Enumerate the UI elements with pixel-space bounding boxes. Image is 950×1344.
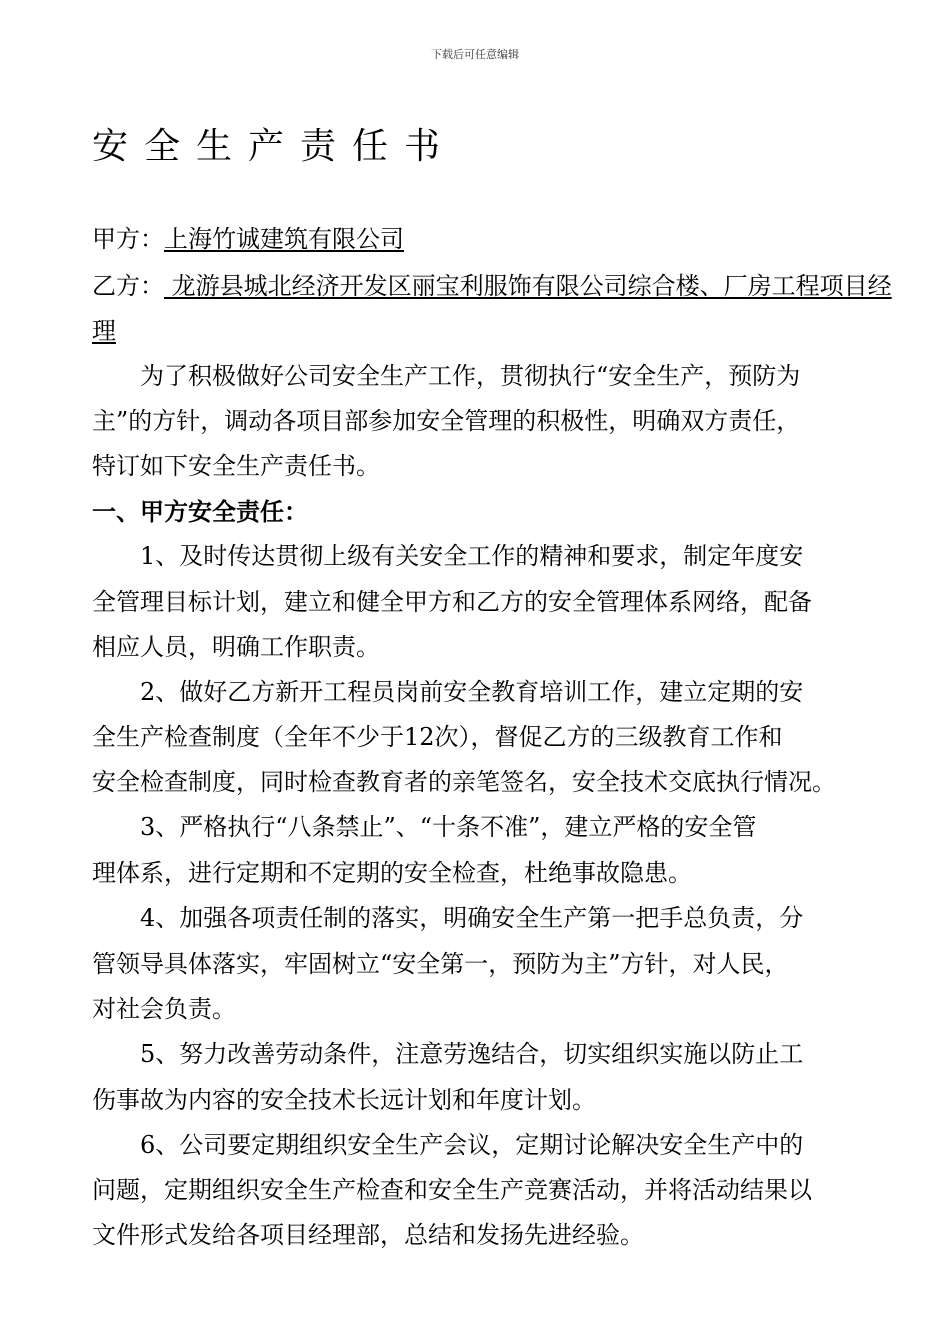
item-6-line: 问题，定期组织安全生产检查和安全生产竞赛活动，并将活动结果以 [92, 1176, 812, 1204]
item-4-line: 管领导具体落实，牢固树立“安全第一，预防为主”方针，对人民， [92, 950, 789, 978]
party-b-line-2 [92, 316, 116, 346]
item-2-line: 全生产检查制度（全年不少于12次），督促乙方的三级教育工作和 [92, 723, 783, 751]
party-a-label: 甲方： [92, 225, 164, 253]
item-1-line: 相应人员，明确工作职责。 [92, 633, 380, 661]
item-4-line: 对社会负责。 [92, 995, 236, 1023]
document-title: 安全生产责任书 [92, 126, 457, 167]
item-3-line: 理体系，进行定期和不定期的安全检查，杜绝事故隐患。 [92, 859, 692, 887]
item-6-line: 文件形式发给各项目经理部，总结和发扬先进经验。 [92, 1221, 644, 1249]
party-a-line [92, 224, 404, 254]
item-2-line: 2、做好乙方新开工程员岗前安全教育培训工作，建立定期的安 [140, 678, 804, 706]
item-1-line: 全管理目标计划，建立和健全甲方和乙方的安全管理体系网络，配备 [92, 588, 812, 616]
item-5-line: 伤事故为内容的安全技术长远计划和年度计划。 [92, 1086, 596, 1114]
party-b-line [92, 271, 892, 301]
item-4-line: 4、加强各项责任制的落实，明确安全生产第一把手总负责，分 [140, 904, 804, 932]
item-2-line: 安全检查制度，同时检查教育者的亲笔签名，安全技术交底执行情况。 [92, 768, 836, 796]
header-note: 下载后可任意编辑 [431, 48, 519, 61]
item-1-line: 1、及时传达贯彻上级有关安全工作的精神和要求，制定年度安 [140, 542, 804, 570]
party-b-value: 龙游县城北经济开发区丽宝利服饰有限公司综合楼、厂房工程项目经 [171, 272, 892, 300]
item-6-line: 6、公司要定期组织安全生产会议，定期讨论解决安全生产中的 [140, 1131, 804, 1159]
party-a-value: 上海竹诚建筑有限公司 [164, 225, 404, 253]
intro-line: 主”的方针，调动各项目部参加安全管理的积极性，明确双方责任， [92, 407, 801, 435]
intro-line: 特订如下安全生产责任书。 [92, 452, 380, 480]
party-b-label: 乙方： [92, 272, 164, 300]
item-3-line: 3、严格执行“八条禁止”、“十条不准”，建立严格的安全管 [140, 813, 757, 841]
intro-line: 为了积极做好公司安全生产工作，贯彻执行“安全生产，预防为 [140, 362, 801, 390]
item-5-line: 5、努力改善劳动条件，注意劳逸结合，切实组织实施以防止工 [140, 1040, 804, 1068]
party-b-value-cont: 理 [92, 317, 116, 345]
section1-heading: 一、甲方安全责任： [92, 497, 308, 526]
